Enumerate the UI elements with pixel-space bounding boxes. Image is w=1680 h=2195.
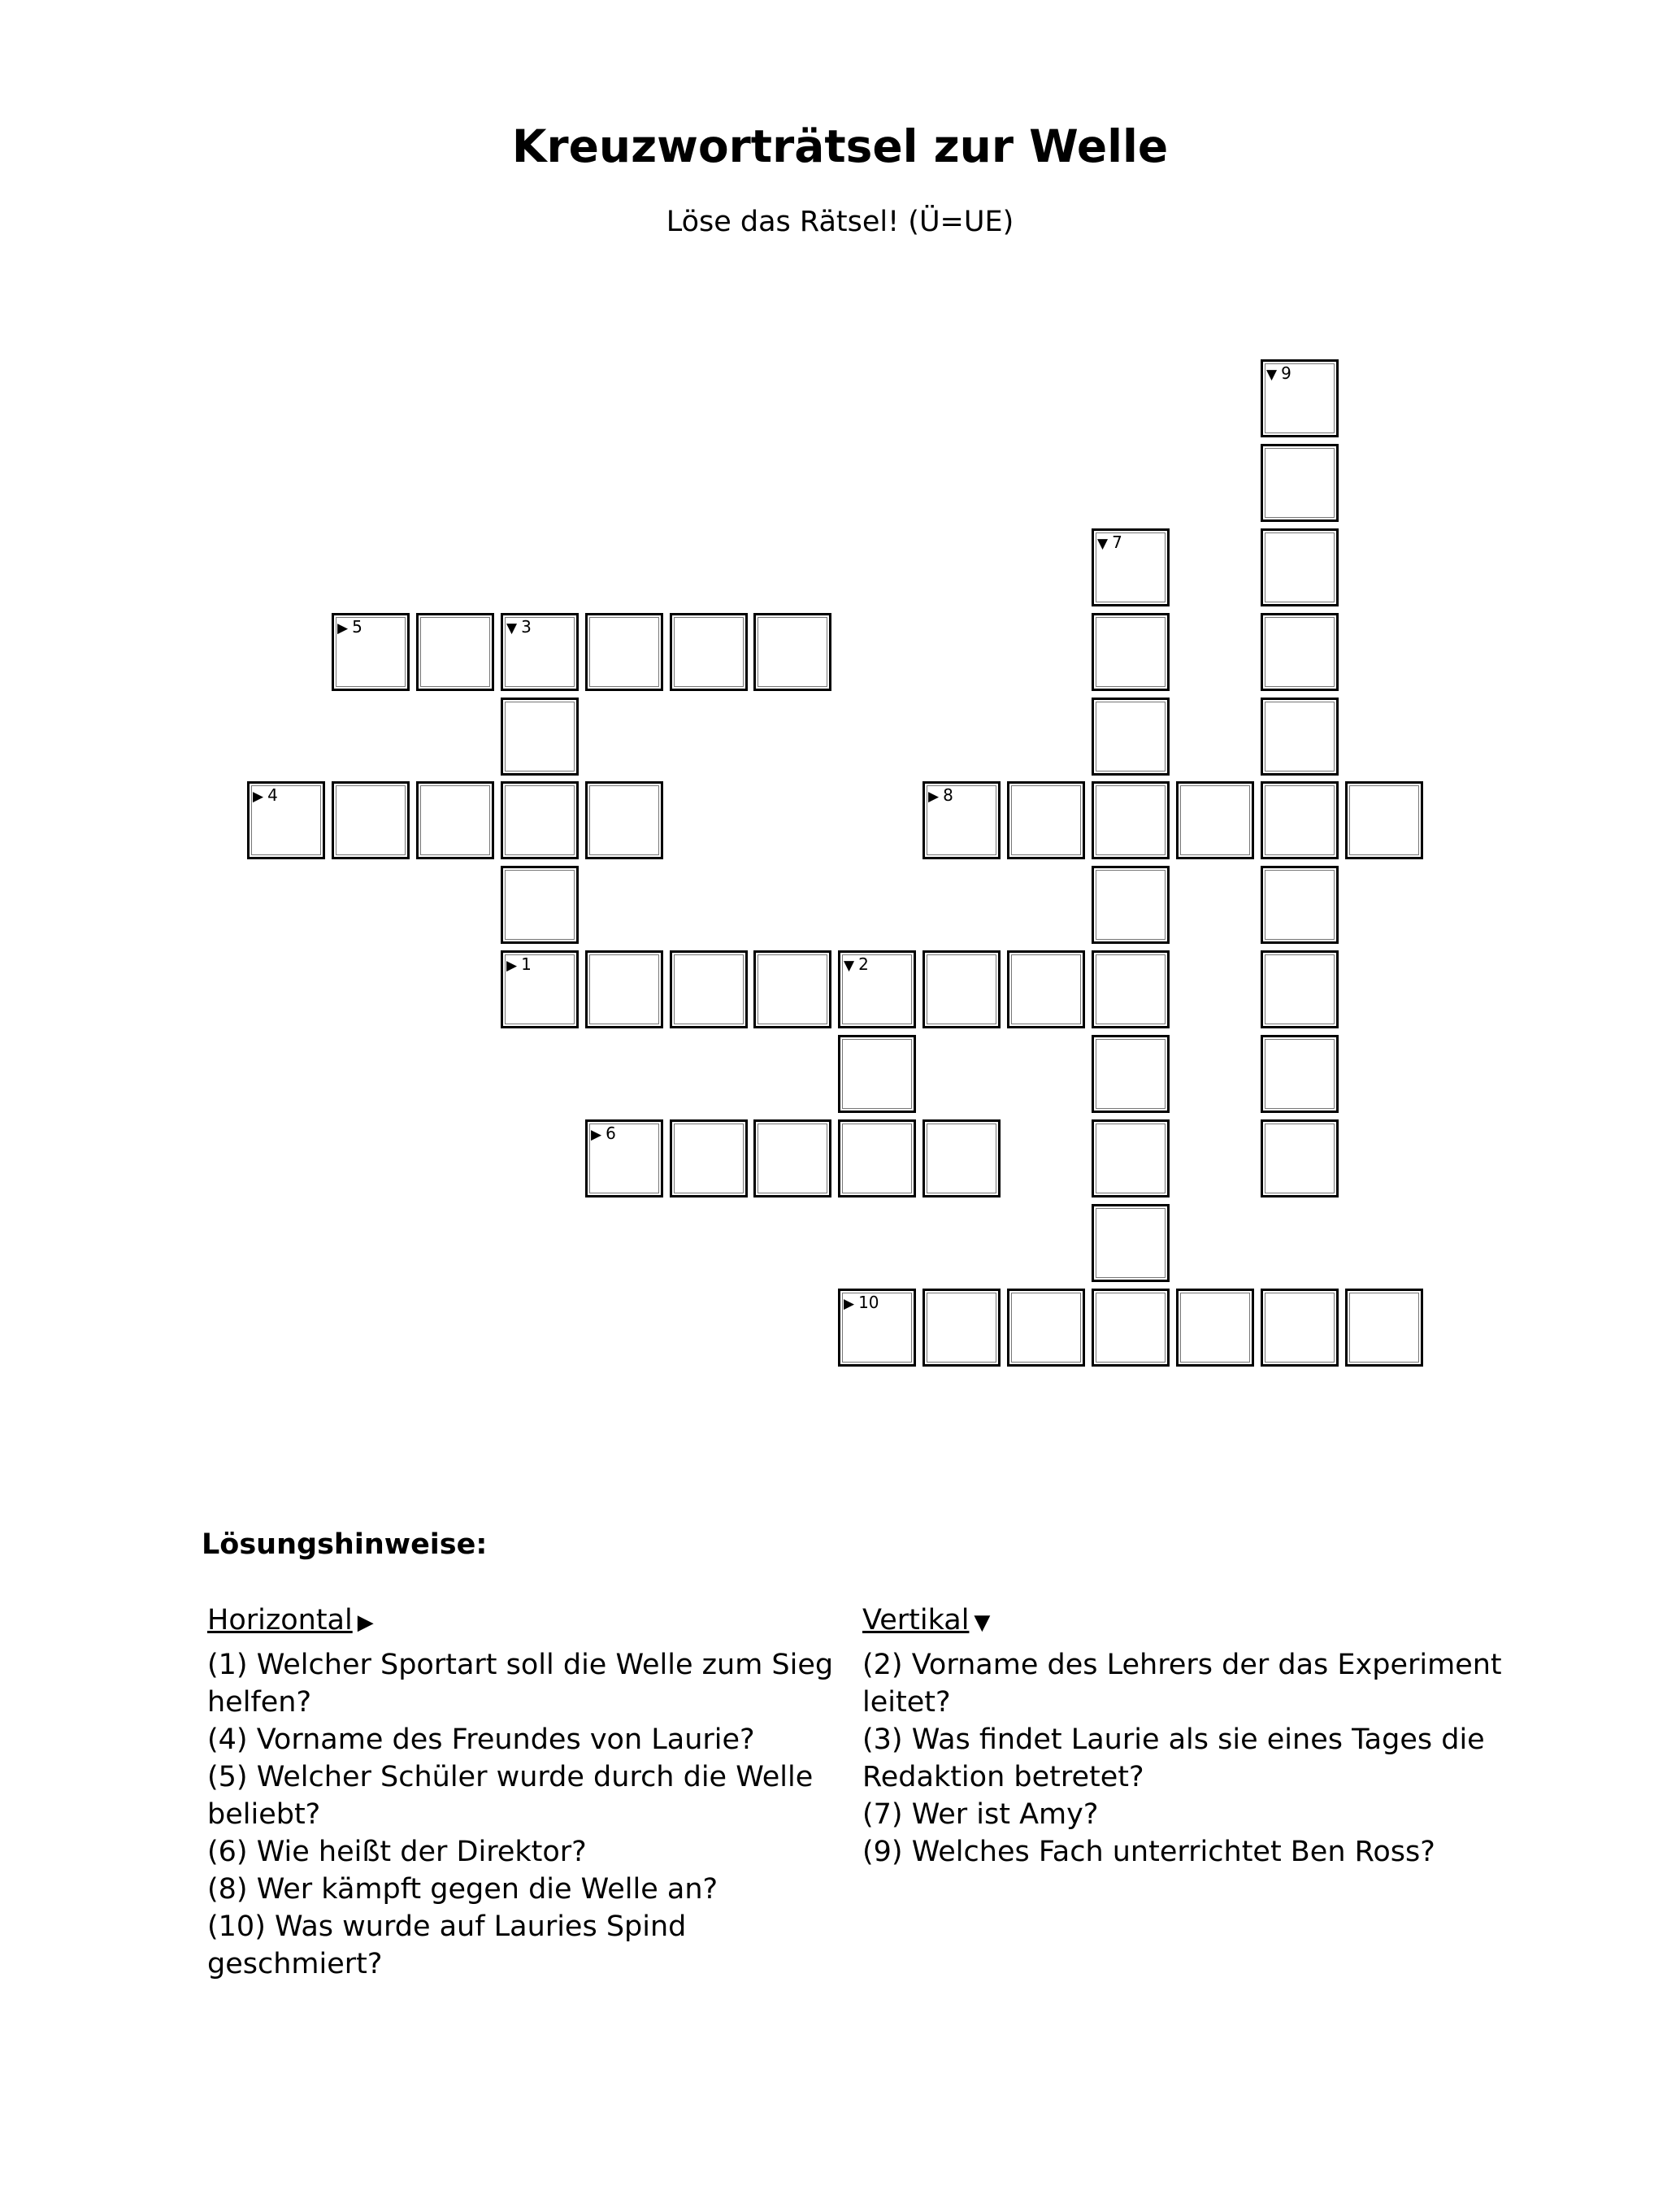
crossword-cell[interactable] [1092,1119,1170,1197]
crossword-cell[interactable] [838,1289,916,1367]
arrow-right-icon: ▶ [357,1610,374,1635]
clue-number: 10 [858,1293,879,1312]
clue-number: 7 [1112,532,1122,552]
crossword-cell[interactable] [1092,781,1170,859]
crossword-cell[interactable] [501,866,579,944]
clue-number: 8 [943,785,953,805]
crossword-cell[interactable] [1092,528,1170,606]
crossword-cell[interactable] [1007,1289,1085,1367]
clue-across-4: (4) Vorname des Freundes von Laurie? [207,1723,755,1756]
clue-across-6: (6) Wie heißt der Direktor? [207,1836,587,1868]
crossword-cell[interactable] [1092,613,1170,691]
crossword-cell[interactable] [1261,528,1339,606]
arrow-down-icon: ▼ [844,958,855,974]
crossword-cell[interactable] [1092,866,1170,944]
crossword-cell[interactable] [501,950,579,1028]
horizontal-label: Horizontal [207,1604,353,1636]
crossword-cell[interactable] [585,613,663,691]
arrow-down-icon: ▼ [974,1610,991,1635]
clue-down-9: (9) Welches Fach unterrichtet Ben Ross? [862,1836,1435,1868]
crossword-cell[interactable] [1007,950,1085,1028]
crossword-cell[interactable] [332,781,410,859]
clue-down-3: (3) Was findet Laurie als sie eines Tages die Redaktion betretet? [862,1723,1485,1793]
crossword-cell[interactable] [922,1289,1001,1367]
clue-number: 6 [606,1124,616,1143]
clue-number-label [1266,363,1291,385]
crossword-cell[interactable] [838,950,916,1028]
clue-across-5: (5) Welcher Schüler wurde durch die Welle beliebt? [207,1761,814,1831]
arrow-right-icon: ▶ [928,789,940,805]
crossword-cell[interactable] [1261,1035,1339,1113]
crossword-cell[interactable] [1261,613,1339,691]
crossword-cell[interactable] [1261,359,1339,437]
clue-number-label [337,617,362,638]
crossword-cell[interactable] [753,950,831,1028]
clue-number-label [506,954,532,976]
crossword-cell[interactable] [1092,1289,1170,1367]
arrow-down-icon: ▼ [1266,367,1278,383]
arrow-right-icon: ▶ [591,1127,602,1143]
crossword-cell[interactable] [1092,1035,1170,1113]
crossword-cell[interactable] [1261,1119,1339,1197]
clues-vertical [862,1602,1513,1871]
clues-horizontal [207,1602,857,1983]
arrow-down-icon: ▼ [1097,536,1109,552]
crossword-cell[interactable] [1345,781,1423,859]
crossword-cell[interactable] [1092,1204,1170,1282]
page-subtitle: Löse das Rätsel! (Ü=UE) [666,206,1014,238]
vertical-label: Vertikal [862,1604,970,1636]
crossword-cell[interactable] [332,613,410,691]
clue-number: 2 [858,954,869,974]
crossword-cell[interactable] [670,950,748,1028]
crossword-cell[interactable] [1261,950,1339,1028]
crossword-cell[interactable] [753,1119,831,1197]
crossword-cell[interactable] [922,781,1001,859]
clue-number-label [844,1293,879,1314]
clue-across-10: (10) Was wurde auf Lauries Spind geschmiert? [207,1910,687,1980]
crossword-cell[interactable] [247,781,325,859]
crossword-cell[interactable] [1261,444,1339,522]
crossword-cell[interactable] [1261,866,1339,944]
crossword-cell[interactable] [1261,698,1339,776]
horizontal-heading [207,1602,857,1641]
crossword-cell[interactable] [1261,1289,1339,1367]
crossword-cell[interactable] [1176,781,1254,859]
arrow-down-icon: ▼ [506,620,518,637]
clue-number-label [844,954,869,976]
clue-across-8: (8) Wer kämpft gegen die Welle an? [207,1873,718,1906]
crossword-cell[interactable] [1261,781,1339,859]
clue-down-7: (7) Wer ist Amy? [862,1798,1099,1831]
crossword-cell[interactable] [670,613,748,691]
clue-number-label [591,1124,616,1145]
arrow-right-icon: ▶ [506,958,518,974]
vertical-heading [862,1602,1513,1641]
crossword-cell[interactable] [1345,1289,1423,1367]
clue-number: 4 [267,785,278,805]
clue-number: 5 [352,617,362,637]
crossword-cell[interactable] [1092,950,1170,1028]
crossword-cell[interactable] [1092,698,1170,776]
arrow-right-icon: ▶ [844,1296,855,1312]
clue-number: 9 [1281,363,1291,383]
clue-number-label [506,617,532,638]
clue-number-label [253,785,278,806]
page-title: Kreuzworträtsel zur Welle [511,120,1169,172]
clue-number: 1 [521,954,532,974]
crossword-cell[interactable] [922,950,1001,1028]
crossword-cell[interactable] [753,613,831,691]
arrow-right-icon: ▶ [253,789,264,805]
clue-number-label [928,785,953,806]
crossword-cell[interactable] [670,1119,748,1197]
hints-heading: Lösungshinweise: [202,1528,488,1561]
crossword-cell[interactable] [585,950,663,1028]
crossword-cell[interactable] [1176,1289,1254,1367]
crossword-cell[interactable] [416,613,494,691]
crossword-cell[interactable] [501,698,579,776]
crossword-cell[interactable] [1007,781,1085,859]
arrow-right-icon: ▶ [337,620,349,637]
crossword-cell[interactable] [501,613,579,691]
clue-number: 3 [521,617,532,637]
crossword-cell[interactable] [838,1035,916,1113]
crossword-cell[interactable] [838,1119,916,1197]
clue-down-2: (2) Vorname des Lehrers der das Experiment leitet? [862,1649,1502,1719]
crossword-cell[interactable] [585,781,663,859]
crossword-cell[interactable] [416,781,494,859]
crossword-cell[interactable] [585,1119,663,1197]
clue-number-label [1097,532,1122,554]
crossword-cell[interactable] [501,781,579,859]
clue-across-1: (1) Welcher Sportart soll die Welle zum Sieg helfen? [207,1649,834,1719]
crossword-cell[interactable] [922,1119,1001,1197]
